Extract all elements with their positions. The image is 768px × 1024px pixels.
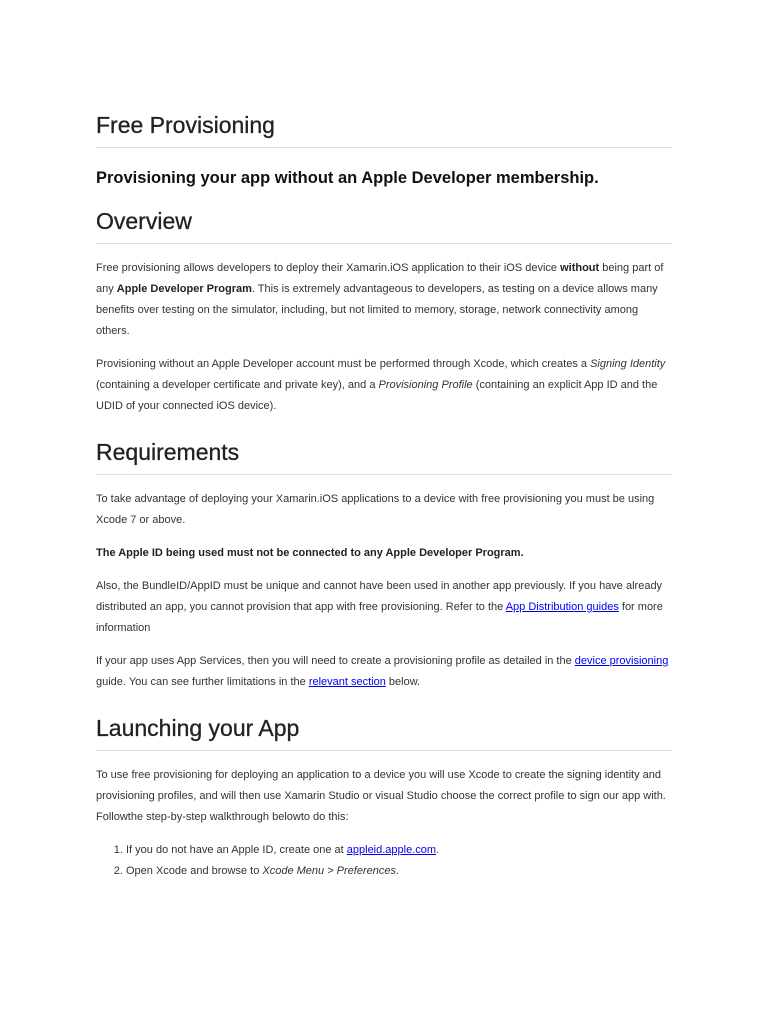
text-run: for more information — [96, 601, 663, 634]
overview-paragraph-2 — [96, 354, 672, 417]
text-run-italic: Provisioning Profile — [378, 379, 473, 391]
page-subtitle: Provisioning your app without an Apple Developer membership. — [96, 169, 599, 187]
text-run: (containing a developer certificate and private key), and a — [96, 379, 379, 391]
overview-heading: Overview — [96, 208, 672, 244]
text-run-italic: Signing Identity — [590, 358, 666, 370]
appleid-link[interactable]: appleid.apple.com — [346, 844, 437, 856]
text-run: Also, the BundleID/AppID must be unique and cannot have been used in another app previously. If you have already distributed an app, you cannot provision that app with free provisioning. Refer to the — [96, 580, 663, 613]
requirements-paragraph-3 — [96, 576, 672, 639]
text-run: Open Xcode and browse to — [126, 865, 263, 877]
app-distribution-guides-link[interactable]: App Distribution guides — [505, 601, 619, 613]
text-run: . This is extremely advantageous to developers, as testing on a device allows many benefits over testing on the simulator, including, but not limited to memory, storage, network connectivity among others. — [96, 283, 658, 337]
requirements-paragraph-2: The Apple ID being used must not be connected to any Apple Developer Program. — [96, 547, 524, 559]
text-run-bold: Apple Developer Program — [116, 283, 252, 295]
document-content — [96, 112, 672, 882]
text-run-bold: without — [560, 262, 600, 274]
text-run: being part of any — [96, 262, 664, 295]
launching-paragraph-1: To use free provisioning for deploying an application to a device you will use Xcode to create the signing identity and provisioning profiles, and will then use Xamarin Studio or visual Studio choose the correct profile to sign our app with. Followthe step-by-step walkthrough belowto do this: — [96, 769, 666, 823]
page-title: Free Provisioning — [96, 112, 672, 148]
launching-heading: Launching your App — [96, 715, 672, 751]
text-run: (containing an explicit App ID and the UDID of your connected iOS device). — [96, 379, 658, 412]
step-item — [126, 861, 672, 882]
text-run: below. — [385, 676, 421, 688]
text-run: . — [436, 844, 440, 856]
text-run: . — [395, 865, 400, 877]
requirements-paragraph-4 — [96, 651, 672, 693]
overview-paragraph-1 — [96, 258, 672, 342]
text-run: If your app uses App Services, then you will need to create a provisioning profile as detailed in the — [96, 655, 575, 667]
text-run: guide. You can see further limitations in the — [96, 676, 309, 688]
step-item — [126, 840, 672, 861]
requirements-heading: Requirements — [96, 439, 672, 475]
text-run: Free provisioning allows developers to deploy their Xamarin.iOS application to their iOS device — [96, 262, 561, 274]
text-run-italic: Xcode Menu > Preferences — [262, 865, 396, 877]
relevant-section-link[interactable]: relevant section — [308, 676, 386, 688]
text-run: Provisioning without an Apple Developer account must be performed through Xcode, which creates a — [96, 358, 591, 370]
requirements-paragraph-1: To take advantage of deploying your Xamarin.iOS applications to a device with free provisioning you must be using Xcode 7 or above. — [96, 493, 655, 526]
text-run: If you do not have an Apple ID, create one at — [126, 844, 347, 856]
steps-list — [96, 840, 672, 882]
device-provisioning-link[interactable]: device provisioning — [574, 655, 669, 667]
